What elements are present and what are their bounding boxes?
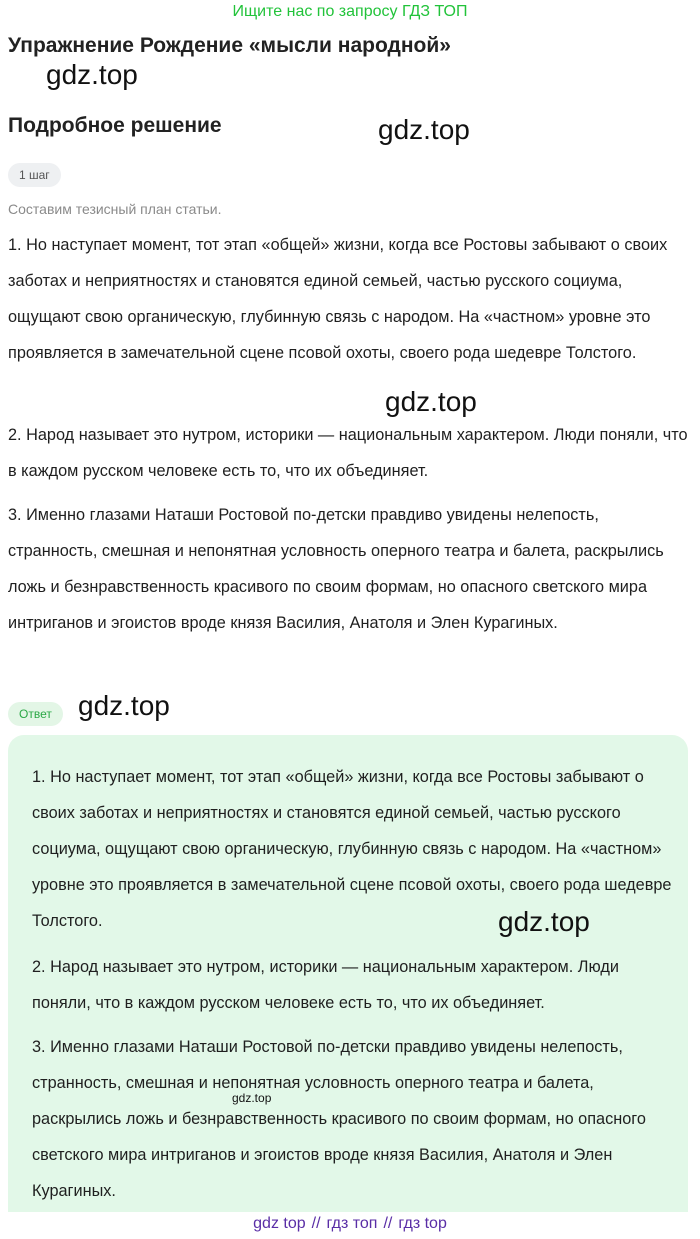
intro-text: Составим тезисный план статьи.: [8, 201, 222, 217]
footer-separator: //: [383, 1215, 393, 1232]
answer-paragraph-3: 3. Именно глазами Наташи Ростовой по-детски правдиво увидены нелепость, странность, смешная и непонятная условность оперного театра и балета, раскрылись ложь и безнравственность красивого по своим формам, но опасного светского мира интриганов и эгоистов вроде князя Василия, Анатоля и Элен Курагиных.: [32, 1038, 646, 1200]
watermark: gdz.top: [46, 59, 138, 90]
watermark: gdz.top: [385, 386, 477, 417]
answer-paragraph-1: 1. Но наступает момент, тот этап «общей» жизни, когда все Ростовы забывают о своих заботах и неприятностях и становятся единой семьей, частью русского социума, ощущают свою органическую, глубинную связь с народом. На «частном» уровне это проявляется в замечательной сцене псовой охоты, своего рода шедевре Толстого.: [32, 768, 672, 930]
footer-separator: //: [311, 1215, 321, 1232]
footer-link-3[interactable]: гдз top: [398, 1215, 447, 1232]
answer-paragraph-2: 2. Народ называет это нутром, историки — национальным характером. Люди поняли, что в каждом русском человеке есть то, что их объединяет.: [32, 958, 619, 1012]
footer-link-2[interactable]: гдз топ: [326, 1215, 378, 1232]
solution-paragraph-1: 1. Но наступает момент, тот этап «общей» жизни, когда все Ростовы забывают о своих заботах и неприятностях и становятся единой семьей, частью русского социума, ощущают свою органическую, глубинную связь с народом. На «частном» уровне это проявляется в замечательной сцене псовой охоты, своего рода шедевре Толстого.: [8, 236, 668, 362]
watermark: gdz.top: [498, 906, 590, 937]
footer-links: [0, 1213, 700, 1235]
watermark: gdz.top: [378, 114, 470, 145]
footer-link-1[interactable]: gdz top: [253, 1215, 306, 1232]
step-badge: 1 шаг: [8, 163, 61, 187]
section-title: Подробное решение: [8, 114, 222, 137]
watermark: gdz.top: [232, 1091, 272, 1105]
answer-badge: Ответ: [8, 702, 63, 726]
watermark: gdz.top: [78, 690, 170, 721]
solution-paragraph-3: 3. Именно глазами Наташи Ростовой по-детски правдиво увидены нелепость, странность, смешная и непонятная условность оперного театра и балета, раскрылись ложь и безнравственность красивого по своим формам, но опасного светского мира интриганов и эгоистов вроде князя Василия, Анатоля и Элен Курагиных.: [8, 506, 664, 632]
solution-paragraph-2: 2. Народ называет это нутром, историки — национальным характером. Люди поняли, что в каждом русском человеке есть то, что их объединяет.: [8, 426, 688, 480]
search-banner: Ищите нас по запросу ГДЗ ТОП: [232, 3, 468, 20]
page-title: Упражнение Рождение «мысли народной»: [8, 34, 451, 57]
